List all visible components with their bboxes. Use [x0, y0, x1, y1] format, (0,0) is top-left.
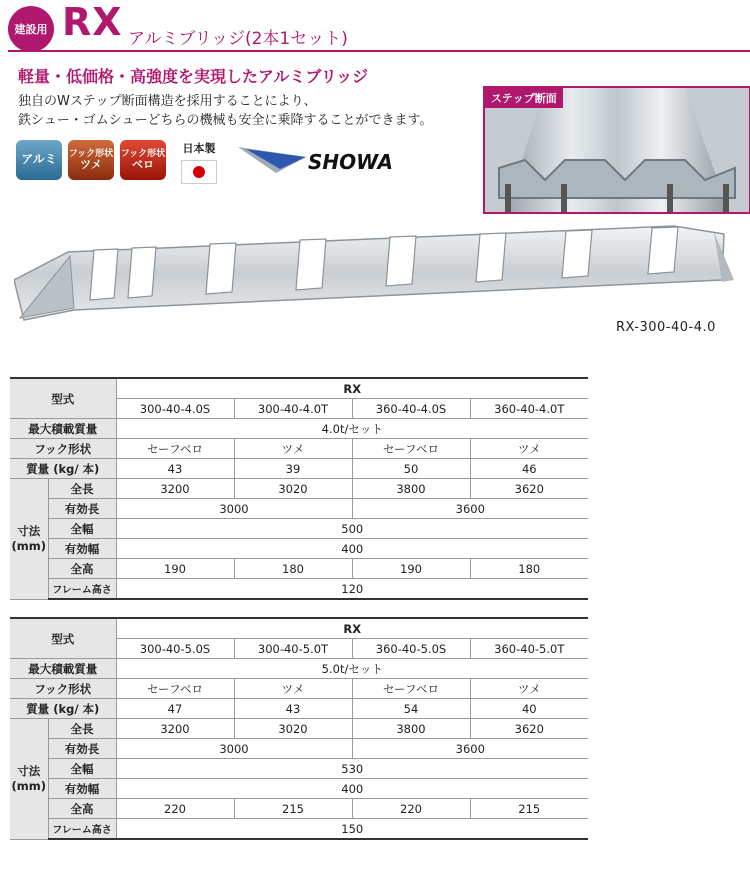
- effective-width-label: 有効幅: [48, 539, 116, 559]
- hook-cell: セーフベロ: [116, 439, 234, 459]
- model-cell: 300-40-5.0S: [116, 639, 234, 659]
- effective-length-cell: 3000: [116, 499, 352, 519]
- length-cell: 3020: [234, 719, 352, 739]
- model-cell: 360-40-5.0S: [352, 639, 470, 659]
- series-name: RX: [116, 378, 588, 399]
- mass-cell: 54: [352, 699, 470, 719]
- height-cell: 180: [470, 559, 588, 579]
- frame-height-cell: 150: [116, 819, 588, 840]
- mass-cell: 50: [352, 459, 470, 479]
- model-cell: 360-40-4.0S: [352, 399, 470, 419]
- height-cell: 220: [352, 799, 470, 819]
- model-cell: 360-40-4.0T: [470, 399, 588, 419]
- hook-tongue-badge: [120, 140, 166, 180]
- header-rule: [8, 50, 750, 52]
- effective-length-cell: 3000: [116, 739, 352, 759]
- spec-table-5t: [10, 617, 588, 840]
- hook-tongue-badge-line2: ベロ: [132, 157, 154, 171]
- hook-label: フック形状: [10, 439, 116, 459]
- hook-cell: ツメ: [234, 439, 352, 459]
- frame-height-label: フレーム高さ: [48, 579, 116, 600]
- hook-label: フック形状: [10, 679, 116, 699]
- length-cell: 3800: [352, 479, 470, 499]
- mass-cell: 40: [470, 699, 588, 719]
- type-label: 型式: [10, 378, 116, 419]
- hook-cell: ツメ: [470, 439, 588, 459]
- length-cell: 3620: [470, 479, 588, 499]
- effective-width-cell: 400: [116, 779, 588, 799]
- max-load-label: 最大積載質量: [10, 419, 116, 439]
- dimension-label-line2: (mm): [11, 538, 46, 553]
- max-load-value: 5.0t/セット: [116, 659, 588, 679]
- hook-cell: ツメ: [470, 679, 588, 699]
- product-caption: RX-300-40-4.0: [616, 320, 716, 335]
- type-label: 型式: [10, 618, 116, 659]
- category-badge-label: 建設用: [14, 23, 48, 36]
- mass-cell: 43: [116, 459, 234, 479]
- model-cell: 300-40-4.0T: [234, 399, 352, 419]
- step-section-image: [483, 86, 750, 214]
- frame-height-label: フレーム高さ: [48, 819, 116, 840]
- width-cell: 530: [116, 759, 588, 779]
- height-label: 全高: [48, 559, 116, 579]
- mass-cell: 47: [116, 699, 234, 719]
- product-subtitle: アルミブリッジ(2本1セット): [128, 29, 348, 49]
- made-in-japan-label: 日本製: [182, 142, 216, 155]
- effective-width-label: 有効幅: [48, 779, 116, 799]
- made-in-japan-mark: [176, 140, 222, 182]
- aluminum-badge-label: アルミ: [21, 152, 57, 167]
- aluminum-bridge-image: [14, 220, 736, 330]
- mass-cell: 43: [234, 699, 352, 719]
- effective-length-cell: 3600: [352, 739, 588, 759]
- aluminum-badge: [16, 140, 62, 180]
- hook-tongue-badge-line1: フック形状: [120, 148, 166, 159]
- hook-claw-badge-line1: フック形状: [68, 148, 114, 159]
- width-cell: 500: [116, 519, 588, 539]
- length-cell: 3020: [234, 479, 352, 499]
- length-label: 全長: [48, 719, 116, 739]
- length-cell: 3200: [116, 719, 234, 739]
- headline: 軽量・低価格・高強度を実現したアルミブリッジ: [18, 67, 369, 86]
- height-cell: 180: [234, 559, 352, 579]
- model-name: RX: [62, 0, 123, 44]
- length-cell: 3200: [116, 479, 234, 499]
- height-cell: 215: [470, 799, 588, 819]
- description-line-1: 独自のWステップ断面構造を採用することにより、: [18, 94, 317, 109]
- japan-flag-icon: [181, 160, 217, 184]
- height-cell: 190: [352, 559, 470, 579]
- effective-length-label: 有効長: [48, 499, 116, 519]
- height-cell: 220: [116, 799, 234, 819]
- spec-table-4t: [10, 377, 588, 600]
- mass-cell: 46: [470, 459, 588, 479]
- hook-claw-badge: [68, 140, 114, 180]
- mass-label: 質量 (kg/ 本): [10, 699, 116, 719]
- height-cell: 190: [116, 559, 234, 579]
- effective-length-cell: 3600: [352, 499, 588, 519]
- showa-logo-text: SHOWA: [308, 150, 393, 174]
- width-label: 全幅: [48, 759, 116, 779]
- series-name: RX: [116, 618, 588, 639]
- dimension-label-line2: (mm): [11, 778, 46, 793]
- mass-label: 質量 (kg/ 本): [10, 459, 116, 479]
- height-label: 全高: [48, 799, 116, 819]
- hook-cell: セーフベロ: [352, 439, 470, 459]
- dimension-label-line1: 寸法: [17, 763, 41, 778]
- category-badge: [8, 6, 54, 52]
- length-label: 全長: [48, 479, 116, 499]
- model-cell: 300-40-4.0S: [116, 399, 234, 419]
- effective-width-cell: 400: [116, 539, 588, 559]
- hook-cell: セーフベロ: [116, 679, 234, 699]
- showa-logo: [236, 143, 426, 177]
- width-label: 全幅: [48, 519, 116, 539]
- mass-cell: 39: [234, 459, 352, 479]
- hook-cell: ツメ: [234, 679, 352, 699]
- dimension-label: [10, 479, 48, 600]
- max-load-value: 4.0t/セット: [116, 419, 588, 439]
- dimension-label: [10, 719, 48, 840]
- model-cell: 300-40-5.0T: [234, 639, 352, 659]
- description-line-2: 鉄シュー・ゴムシューどちらの機械も安全に乗降することができます。: [18, 113, 433, 128]
- length-cell: 3620: [470, 719, 588, 739]
- dimension-label-line1: 寸法: [17, 523, 41, 538]
- hook-cell: セーフベロ: [352, 679, 470, 699]
- step-section-label: ステップ断面: [485, 88, 563, 108]
- length-cell: 3800: [352, 719, 470, 739]
- effective-length-label: 有効長: [48, 739, 116, 759]
- hook-claw-badge-line2: ツメ: [80, 157, 102, 171]
- model-cell: 360-40-5.0T: [470, 639, 588, 659]
- height-cell: 215: [234, 799, 352, 819]
- max-load-label: 最大積載質量: [10, 659, 116, 679]
- frame-height-cell: 120: [116, 579, 588, 600]
